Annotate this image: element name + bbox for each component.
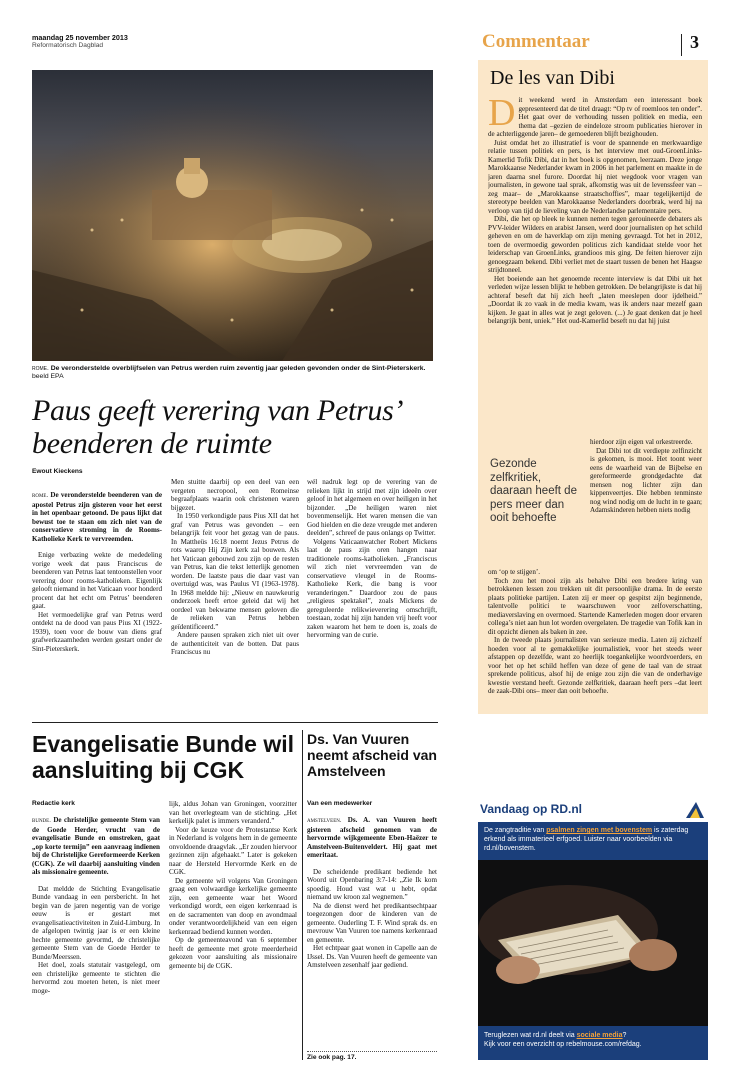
paper-name: Reformatorisch Dagblad <box>32 42 104 49</box>
petrus-column-2: Men stuitte daarbij op een deel van een vergeten necropool, een Romeinse begraafplaats waarin ook christenen waren bijgezet. In 1950 verkondigde paus Pius XII dat het graf van Petrus was gevonden – een belangrijk feit voor het gezag van de paus. In Mattheüs 16:18 noemt Jezus Petrus de rots waarop Hij Zijn kerk zal bouwen. Als het Vaticaan gebouwd zou zijn op de resten van Petrus, kan die tekst letterlijk genomen worden. De laatste paus die daar vast van overtuigd was, was Paulus VI (1963-1978). In 1968 meldde hij: „Nieuw en nauwkeurig onderzoek heeft ertoe geleid dat wij het oordeel van bekwame mensen geloven die de relieken van Petrus hebben geïdentificeerd.” Andere pausen spraken zich niet uit over de authenticiteit van de botten. Dat paus Franciscus nu <box>171 478 299 656</box>
page-number: 3 <box>690 32 699 52</box>
issue-date: maandag 25 november 2013 <box>32 33 128 42</box>
bunde-column-1: bunde. De christelijke gemeente Stem van de Goede Herder, vrucht van de evangelisatie Bunde en omstreken, gaat „op korte termijn” een aanvraag indienen bij de Christelijke Gereformeerde Kerken (CGK). Ze wil daarbij aansluiting vinden als missionaire gemeente. Dat meldde de Stichting Evangelisatie Bunde vandaag in een persbericht. In het begin van de jaren negentig van de vorige eeuw is er gestart met evangelisatieactiviteiten in Zuid-Limburg. In de afgelopen twintig jaar is er een kleine hechte gemeente gevormd, de christelijke gemeente Stem van de Goede Herder te Bunde/Meerssen. Het doel, zoals statutair vastgelegd, om een christelijke gemeente te stichten die hervormd zou moeten heten, is niet meer moge- <box>32 816 160 995</box>
see-also-link[interactable]: Zie ook pag. 17. <box>307 1054 357 1061</box>
petrus-column-1: rome. De veronderstelde beenderen van de apostel Petrus zijn gisteren voor het eerst in het openbaar getoond. De paus lijkt dat bewust toe te staan om zich niet van de conservatieve stroming in de Rooms-Katholieke Kerk te vervreemden. Enige verbazing wekte de mededeling vorige week dat paus Franciscus de beenderen van Petrus laat tentoonstellen voor verering door rooms-katholieken. Eigenlijk gelooft niemand in het Vaticaan voor honderd procent dat het echt om Petrus’ beenderen gaat. Het vermoedelijke graf van Petrus werd ontdekt na de dood van paus Pius XI (1922-1939), toen voor de bouw van diens graf grafwerkzaamheden werden gestart onder de Sint-Pieterskerk. <box>32 491 162 653</box>
vanvuuren-headline: Ds. Van Vuuren neemt afscheid van Amstelveen <box>307 731 437 779</box>
commentary-box <box>478 60 708 714</box>
rd-teaser: De zangtraditie van psalmen zingen met bovenstem is zaterdag erkend als immaterieel erfgoed. Luister naar voorbeelden via rd.nl/bovenstem. <box>478 822 708 860</box>
masthead-divider <box>681 34 682 56</box>
pull-quote: Gezonde zelfkritiek, daaraan heeft de pers meer dan ooit behoefte <box>490 458 577 524</box>
vanvuuren-body: amstelveen. Ds. A. van Vuuren heeft gisteren afscheid genomen van de hervormde wijkgemeente Eben-Haëzer te Amstelveen-Buitenveldert. Hij gaat met emeritaat. De scheidende predikant bediende het Woord uit Openbaring 3:7-14: „Zie Ik kom spoedig. Houd vast wat u hebt, opdat niemand uw kroon zal wegnemen.” Na de dienst werd het predikantsechtpaar toegezongen door de kinderen van de gemeente. Ouderling T. F. Wind sprak ds. en mevrouw Van Vuuren toe namens kerkenraad en gemeente. Het echtpaar gaat wonen in Capelle aan de IJssel. Ds. Van Vuuren heeft de gemeente van Amstelveen zesenhalf jaar gediend. <box>307 816 437 969</box>
petrus-column-3: wél nadruk legt op de verering van de relieken lijkt in strijd met zijn ideeën over geloof in het algemeen en over heiligen in het bijzonder. „De heiligen waren niet bovenmenselijk. Het waren mensen die van God hielden en die deze vreugde met anderen deelden”, schreef de paus onlangs op Twitter. Volgens Vaticaanwatcher Robert Mickens laat de paus zijn oren hangen naar traditionele rooms-katholieken. „Franciscus wil zich niet vervreemden van de conservatieve vleugel in de Rooms-Katholieke Kerk, die bang is voor veranderingen.” Daardoor zou de paus „religieus spektakel”, zoals Mickens de gereguleerde relikwieverering omschrijft, toestaan, zodat hij zijn handen vrij heeft voor zaken waarom het hem te doen is, zoals de hervorming van de curie. <box>307 478 437 639</box>
commentary-headline: De les van Dibi <box>490 67 615 89</box>
rome-photo <box>32 70 433 361</box>
commentary-intro: D it weekend werd in Amsterdam een interessant boek gepresenteerd dat de titel draagt: “Op tv of roemloos ten onder”. Het gaat over de verhouding tussen politiek en media, een thema dat –gezien de eindeloze stroom publicaties hierover in de achterliggende jaren– de gemoederen blijft bezighouden. Juist omdat het zo illustratief is voor de spannende en merkwaardige relatie tussen politiek en pers, is het interview met oud-GroenLinks-Kamerlid Tofik Dibi, dat in het boek is opgenomen, leerzaam. Deze jonge Marokkaanse Nederlander kwam in 2006 in het parlement en maakte in de jaren daarna snel furore. Doordat hij niet wegdook voor vragen van journalisten, in gewone taal sprak, afkomstig was uit de levenssfeer van –zeg maar– de „Marokkaanse straatschoffies”, maar tegelijkertijd de stereotype beelden van Marokkaanse Nederlanders doorbrak, werd hij na verloop van tijd de lieveling van de Nederlandse parlementaire pers. Dibi, die het op bleek te kunnen nemen tegen gerouineerde debaters als PVV-leider Wilders en arabist Jansen, werd door journalisten op het schild geheven en om de haverklap om zijn mening gevraagd. Tot het in 2012, toen de overmoedig geworden politicus zich kandidaat stelde voor het leiderschap van GroenLinks, grandioos mis ging. De feiten hierover zijn genoegzaam bekend. Dibi verliet met de staart tussen de benen het Haagse strijdtoneel. Het boeiende aan het genoemde recente interview is dat Dibi uit het verleden wijze lessen blijkt te hebben getrokken. De belangrijkste is dat hij achteraf beseft dat hij zich heeft „laten meeslepen door ijdelheid.” „Doordat ik zo vaak in de media kwam, was ik anders naar mezelf gaan kijken. Je gaat in alles wat je zegt geloven. (...) Je gaat denken dat je heel belangrijk bent, uniek.” Het oud-Kamerlid beseft nu dat hij juist <box>488 96 702 325</box>
commentary-conclusion: om ‘op te stijgen’. Toch zou het mooi zijn als behalve Dibi een bredere kring van betrokkenen lessen zou trekken uit dit persoonlijke drama. In de eerste plaats politieke partijen. Laten zij er meer op gespitst zijn beginnende, talentvolle politici te waarschuwen voor zelfoverschatting, mediaverslaving en overmoed. Startende Kamerleden mogen door ervaren collega’s niet aan hun lot worden overgelaten. De tragedie van Tofik kan in dit opzicht dienen als baken in zee. In de tweede plaats journalisten van serieuze media. Laten zij zichzelf hoeden voor al te gemakkelijke journalistiek, voor het steeds weer afstappen op dezelfde, want zo heerlijk toegankelijke woordvoerders, en voor het op het schild heffen van deze of gene de taal van de straat sprekende politicus, alsof hij de enige zou zijn die van de onderhavige kwestie verstand heeft. Gezonde zelfkritiek, daaraan heeft pers –dat leert de zaak-Dibi ons– meer dan ooit behoefte. <box>488 568 702 695</box>
see-also-rule <box>307 1051 437 1052</box>
rd-promo-box <box>478 800 708 1060</box>
rd-teaser-link[interactable]: psalmen zingen met bovenstem <box>546 827 653 834</box>
commentary-wrap: hierdoor zijn eigen val orkestreerde. Dat Dibi tot dit verdiepte zelfinzicht is gekomen, is mooi. Het toont weer eens de waarheid van de Bijbelse en gereformeerde grondgedachte dat mensen nog lichter zijn dan kippenveertjes. Die hebben tenminste nog wind nodig om de lucht in te gaan; Adamskinderen hebben niets nodig <box>590 438 702 514</box>
psalm-book-photo <box>478 860 708 1026</box>
petrus-headline: Paus geeft verering van Petrus’ beenderen de ruimte <box>32 394 400 460</box>
rd-footer: Teruglezen wat rd.nl deelt via sociale media? Kijk voor een overzicht op rebelmouse.com/refdag. <box>478 1026 708 1060</box>
bunde-byline: Redactie kerk <box>32 800 75 807</box>
social-media-link[interactable]: sociale media <box>576 1032 623 1039</box>
column-rule <box>302 730 303 1060</box>
section-divider <box>32 722 438 723</box>
photo-caption: rome. De veronderstelde overblijfselen van Petrus werden ruim zeventig jaar geleden gevonden onder de Sint-Pieterskerk. beeld EPA <box>32 365 426 380</box>
vanvuuren-byline: Van een medewerker <box>307 800 373 807</box>
rd-logo-icon <box>684 800 706 820</box>
drop-cap: D <box>488 96 516 134</box>
rebelmouse-link[interactable]: Kijk voor een overzicht op rebelmouse.com/refdag. <box>484 1041 642 1048</box>
petrus-byline: Ewout Kieckens <box>32 468 83 475</box>
bunde-headline: Evangelisatie Bunde wil aansluiting bij CGK <box>32 731 295 783</box>
section-title: Commentaar <box>482 31 590 52</box>
rd-title: Vandaag op RD.nl <box>480 802 583 816</box>
bunde-column-2: lijk, aldus Johan van Groningen, voorzitter van het overlegteam van de stichting. „Het kerkelijk palet is immers veranderd.” Voor de keuze voor de Protestantse Kerk in Nederland is volgens hem in de gemeente onvoldoende draagvlak. „Er zouden hiervoor gezinnen zijn afgehaakt.” Later is gekeken naar de Hersteld Hervormde Kerk en de CGK. De gemeente wil volgens Van Groningen graag een volwaardige kerkelijke gemeente zijn, een gemeente waar het Woord verkondigd wordt, een eigen kerkenraad is en de sacramenten van doop en avondmaal onder verantwoordelijkheid van een eigen kerkenraad bediend kunnen worden. Op de gemeenteavond van 6 september heeft de gemeente met grote meerderheid gekozen voor aansluiting als missionaire gemeente bij de CGK. <box>169 800 297 970</box>
